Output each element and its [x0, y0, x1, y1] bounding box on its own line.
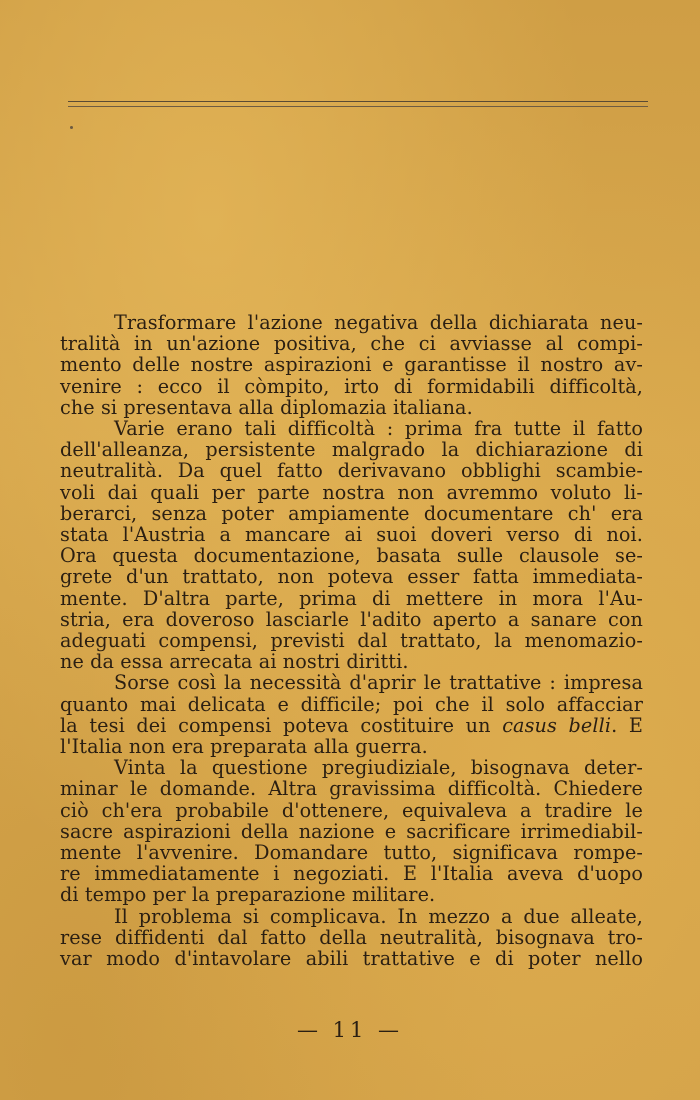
text-line: ne da essa arrecata ai nostri diritti. [60, 650, 409, 674]
paper-speck [70, 126, 73, 129]
text-line: grete d'un trattato, non poteva esser fatta immediata- [60, 565, 643, 589]
text-line: re immediatamente i negoziati. E l'Italia aveva d'uopo [60, 862, 643, 886]
text-line: di tempo per la preparazione militare. [60, 883, 436, 907]
text-line: venire : ecco il còmpito, irto di formidabili difficoltà, [60, 374, 643, 398]
paragraph-2 [60, 418, 643, 672]
text-line: Sorse così la necessità d'aprir le trattative : impresa [114, 671, 643, 695]
text-line-with-italic [60, 715, 643, 736]
italic-phrase: casus belli [502, 713, 612, 737]
text-line: sacre aspirazioni della nazione e sacrificare irrimediabil- [60, 819, 643, 843]
text-line: stria, era doveroso lasciarle l'adito aperto a sanare con [60, 607, 643, 631]
text-line: stata l'Austria a mancare ai suoi doveri verso di noi. [60, 523, 643, 547]
text-line: tralità in un'azione positiva, che ci avviasse al compi- [60, 332, 643, 356]
paragraph-1 [60, 312, 643, 418]
text-line: Il problema si complicava. In mezzo a due alleate, [114, 904, 643, 928]
text-line: var modo d'intavolare abili trattative e di poter nello [60, 947, 643, 971]
text-line: mente. D'altra parte, prima di mettere in mora l'Au- [60, 586, 643, 610]
body-text [60, 312, 643, 969]
text-line: quanto mai delicata e difficile; poi che il solo affacciar [60, 692, 643, 716]
text-line: Ora questa documentazione, basata sulle clausole se- [60, 544, 643, 568]
text-line: minar le domande. Altra gravissima difficoltà. Chiedere [60, 777, 643, 801]
paragraph-5 [60, 906, 643, 970]
header-double-rule [68, 101, 648, 108]
text-line: rese diffidenti dal fatto della neutralità, bisognava tro- [60, 925, 643, 949]
page-number: — 11 — [296, 1018, 404, 1042]
text-line: Trasformare l'azione negativa della dichiarata neu- [114, 311, 643, 334]
paragraph-3 [60, 672, 643, 757]
text-line: dell'alleanza, persistente malgrado la dichiarazione di [60, 438, 643, 462]
text-line: Varie erano tali difficoltà : prima fra tutte il fatto [114, 417, 643, 441]
text-line: berarci, senza poter ampiamente documentare ch' era [60, 501, 643, 525]
text-segment: . E [611, 713, 643, 737]
text-line: mento delle nostre aspirazioni e garantisse il nostro av- [60, 353, 643, 377]
text-line: neutralità. Da quel fatto derivavano obblighi scambie- [60, 459, 643, 483]
text-line: voli dai quali per parte nostra non avremmo voluto li- [60, 480, 643, 504]
text-line: adeguati compensi, previsti dal trattato, la menomazio- [60, 629, 643, 653]
text-line: mente l'avvenire. Domandare tutto, significava rompe- [60, 841, 643, 865]
header-rule-bottom-line [68, 106, 648, 107]
paragraph-4 [60, 757, 643, 905]
header-rule-top-line [68, 101, 648, 102]
text-line: ciò ch'era probabile d'ottenere, equivaleva a tradire le [60, 798, 643, 822]
text-line: Vinta la questione pregiudiziale, bisognava deter- [114, 756, 643, 780]
text-line: l'Italia non era preparata alla guerra. [60, 735, 428, 759]
text-segment: la tesi dei compensi poteva costituire un [60, 713, 491, 737]
text-line: che si presentava alla diplomazia italiana. [60, 395, 473, 419]
